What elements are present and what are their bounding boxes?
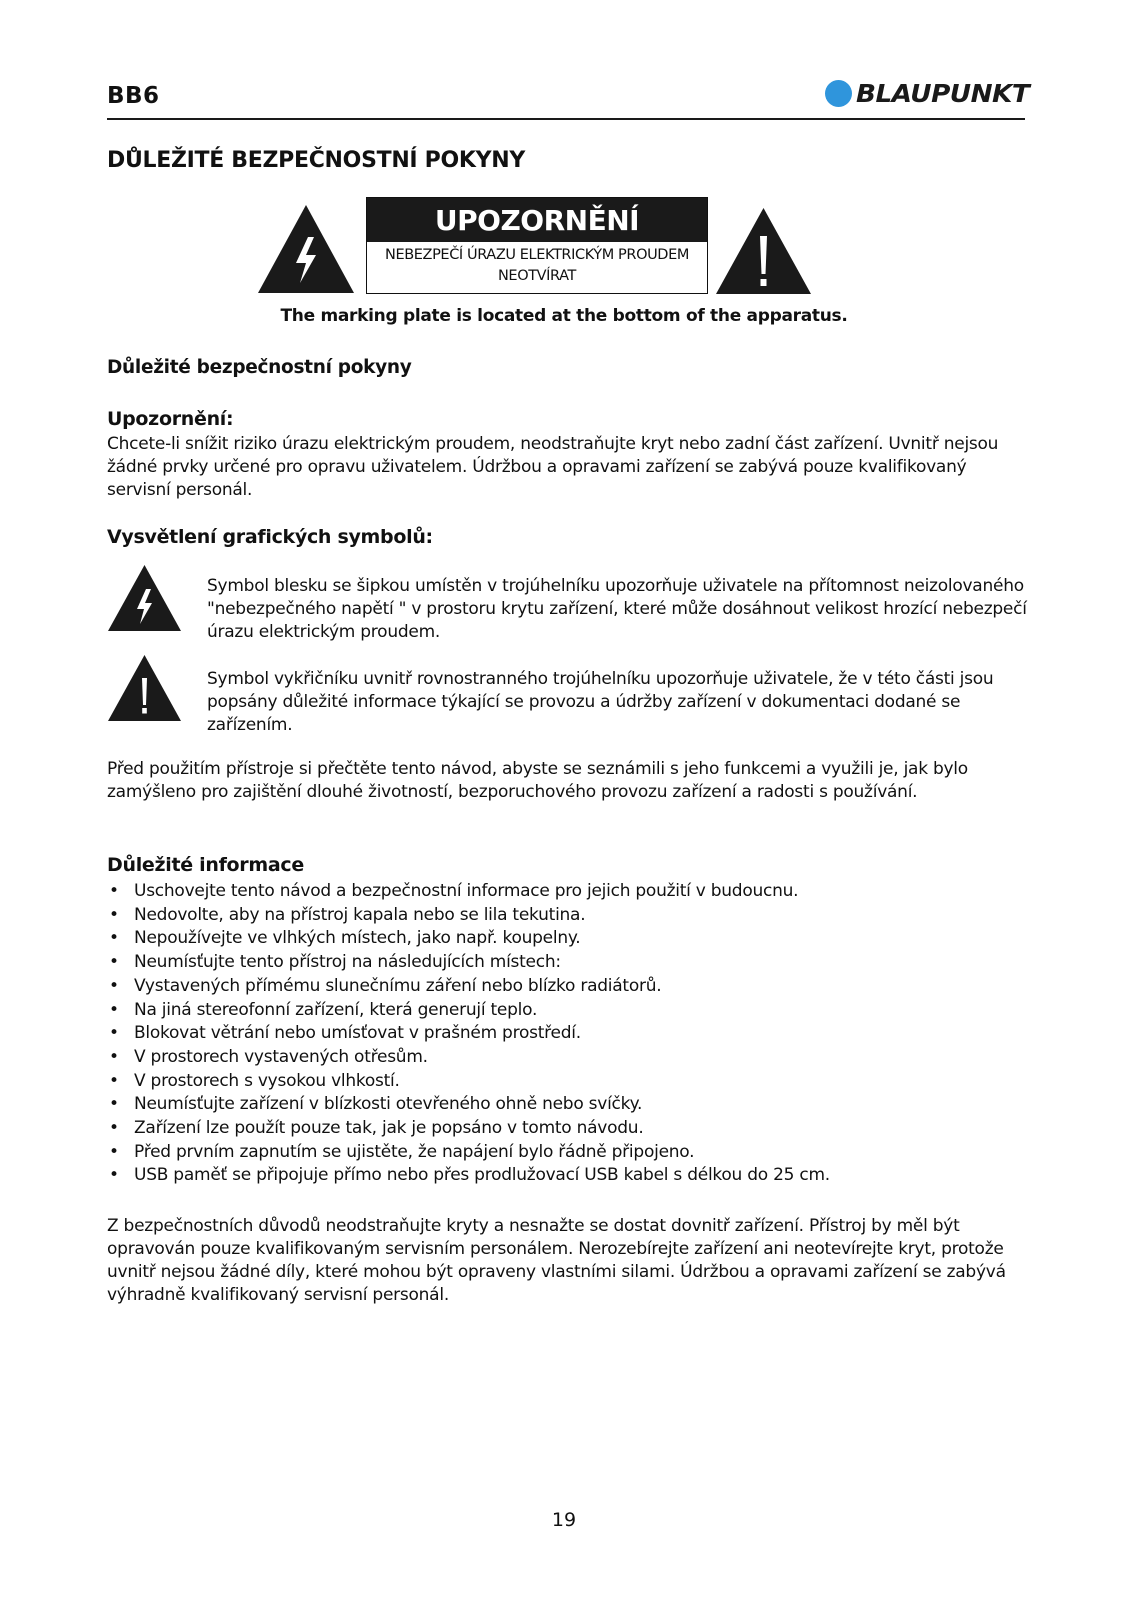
brand-logo [825,78,1030,108]
lightning-triangle-icon [256,203,356,295]
exclamation-symbol-description: Symbol vykřičníku uvnitř rovnostranného trojúhelníku upozorňuje uživatele, že v této části jsou popsány důležité informace týkající se provozu a údržby zařízení v dokumentaci dodané se zařízením. [207,669,994,735]
warning-label-text [367,242,707,287]
list-item: • Vystavených přímému slunečnímu záření nebo blízko radiátorů. [107,975,1027,999]
list-item: • Uschovejte tento návod a bezpečnostní informace pro jejich použití v budoucnu. [107,880,1027,904]
list-item: • Neumísťujte tento přístroj na následujících místech: [107,951,1027,975]
list-item: • Neumísťujte zařízení v blízkosti otevřeného ohně nebo svíčky. [107,1093,1027,1117]
list-item: • V prostorech vystavených otřesům. [107,1046,1027,1070]
brand-name: BLAUPUNKT [856,78,1030,108]
model-name: BB6 [107,83,160,109]
symbols-heading: Vysvětlení grafických symbolů: [107,526,433,548]
warning-label-line2: NEOTVÍRAT [497,268,576,284]
page-title: DŮLEŽITÉ BEZPEČNOSTNÍ POKYNY [107,148,526,173]
list-item: • Nedovolte, aby na přístroj kapala nebo se lila tekutina. [107,904,1027,928]
lightning-triangle-icon [107,564,182,632]
page-number: 19 [551,1509,577,1531]
exclamation-triangle-icon [714,206,813,296]
list-item: • Zařízení lze použít pouze tak, jak je popsáno v tomto návodu. [107,1117,1027,1141]
page-header [107,78,1030,120]
warning-paragraph: Chcete-li snížit riziko úrazu elektrickým proudem, neodstraňujte kryt nebo zadní část zařízení. Uvnitř nejsou žádné prvky určené pro opravu uživatelem. Údržbou a opravami zařízení se zabývá pouze kvalifikovaný servisní personál. [107,434,999,500]
list-item: • Blokovat větrání nebo umísťovat v prašném prostředí. [107,1022,1027,1046]
brand-dot-icon [825,80,852,107]
list-item: • Nepoužívejte ve vlhkých místech, jako např. koupelny. [107,927,1027,951]
info-list [107,880,1027,1188]
closing-paragraph: Z bezpečnostních důvodů neodstraňujte kryty a nesnažte se dostat dovnitř zařízení. Přístroj by měl být opravován pouze kvalifikovaným servisním personálem. Nerozebírejte zařízení ani neotevírejte kryt, protože uvnitř nejsou žádné díly, které mohou být opraveny vlastními silami. Údržbou a opravami zařízení se zabývá výhradně kvalifikovaný servisní personál. [107,1216,1006,1305]
marking-plate-note: The marking plate is located at the bottom of the apparatus. [280,306,848,326]
info-heading: Důležité informace [107,854,304,876]
warning-label [366,197,708,294]
list-item: • V prostorech s vysokou vlhkostí. [107,1070,1027,1094]
exclamation-triangle-icon [107,654,182,722]
list-item: • Na jiná stereofonní zařízení, která generují teplo. [107,999,1027,1023]
warning-heading: Upozornění: [107,408,234,430]
lightning-symbol-description: Symbol blesku se šipkou umístěn v trojúhelníku upozorňuje uživatele na přítomnost neizolovaného "nebezpečného napětí " v prostoru krytu zařízení, které může dosáhnout velikost hrozící nebezpečí úrazu elektrickým proudem. [207,576,1027,642]
list-item: • Před prvním zapnutím se ujistěte, že napájení bylo řádně připojeno. [107,1141,1027,1165]
warning-label-title: UPOZORNĚNÍ [367,198,707,242]
warning-label-line1: NEBEZPEČÍ ÚRAZU ELEKTRICKÝM PROUDEM [385,247,689,263]
list-item: • USB paměť se připojuje přímo nebo přes prodlužovací USB kabel s délkou do 25 cm. [107,1164,1027,1188]
safety-heading: Důležité bezpečnostní pokyny [107,357,412,378]
intro-paragraph: Před použitím přístroje si přečtěte tento návod, abyste se seznámili s jeho funkcemi a využili je, jak bylo zamýšleno pro zajištění dlouhé životností, bezporuchového provozu zařízení a radosti s používání. [107,759,968,802]
